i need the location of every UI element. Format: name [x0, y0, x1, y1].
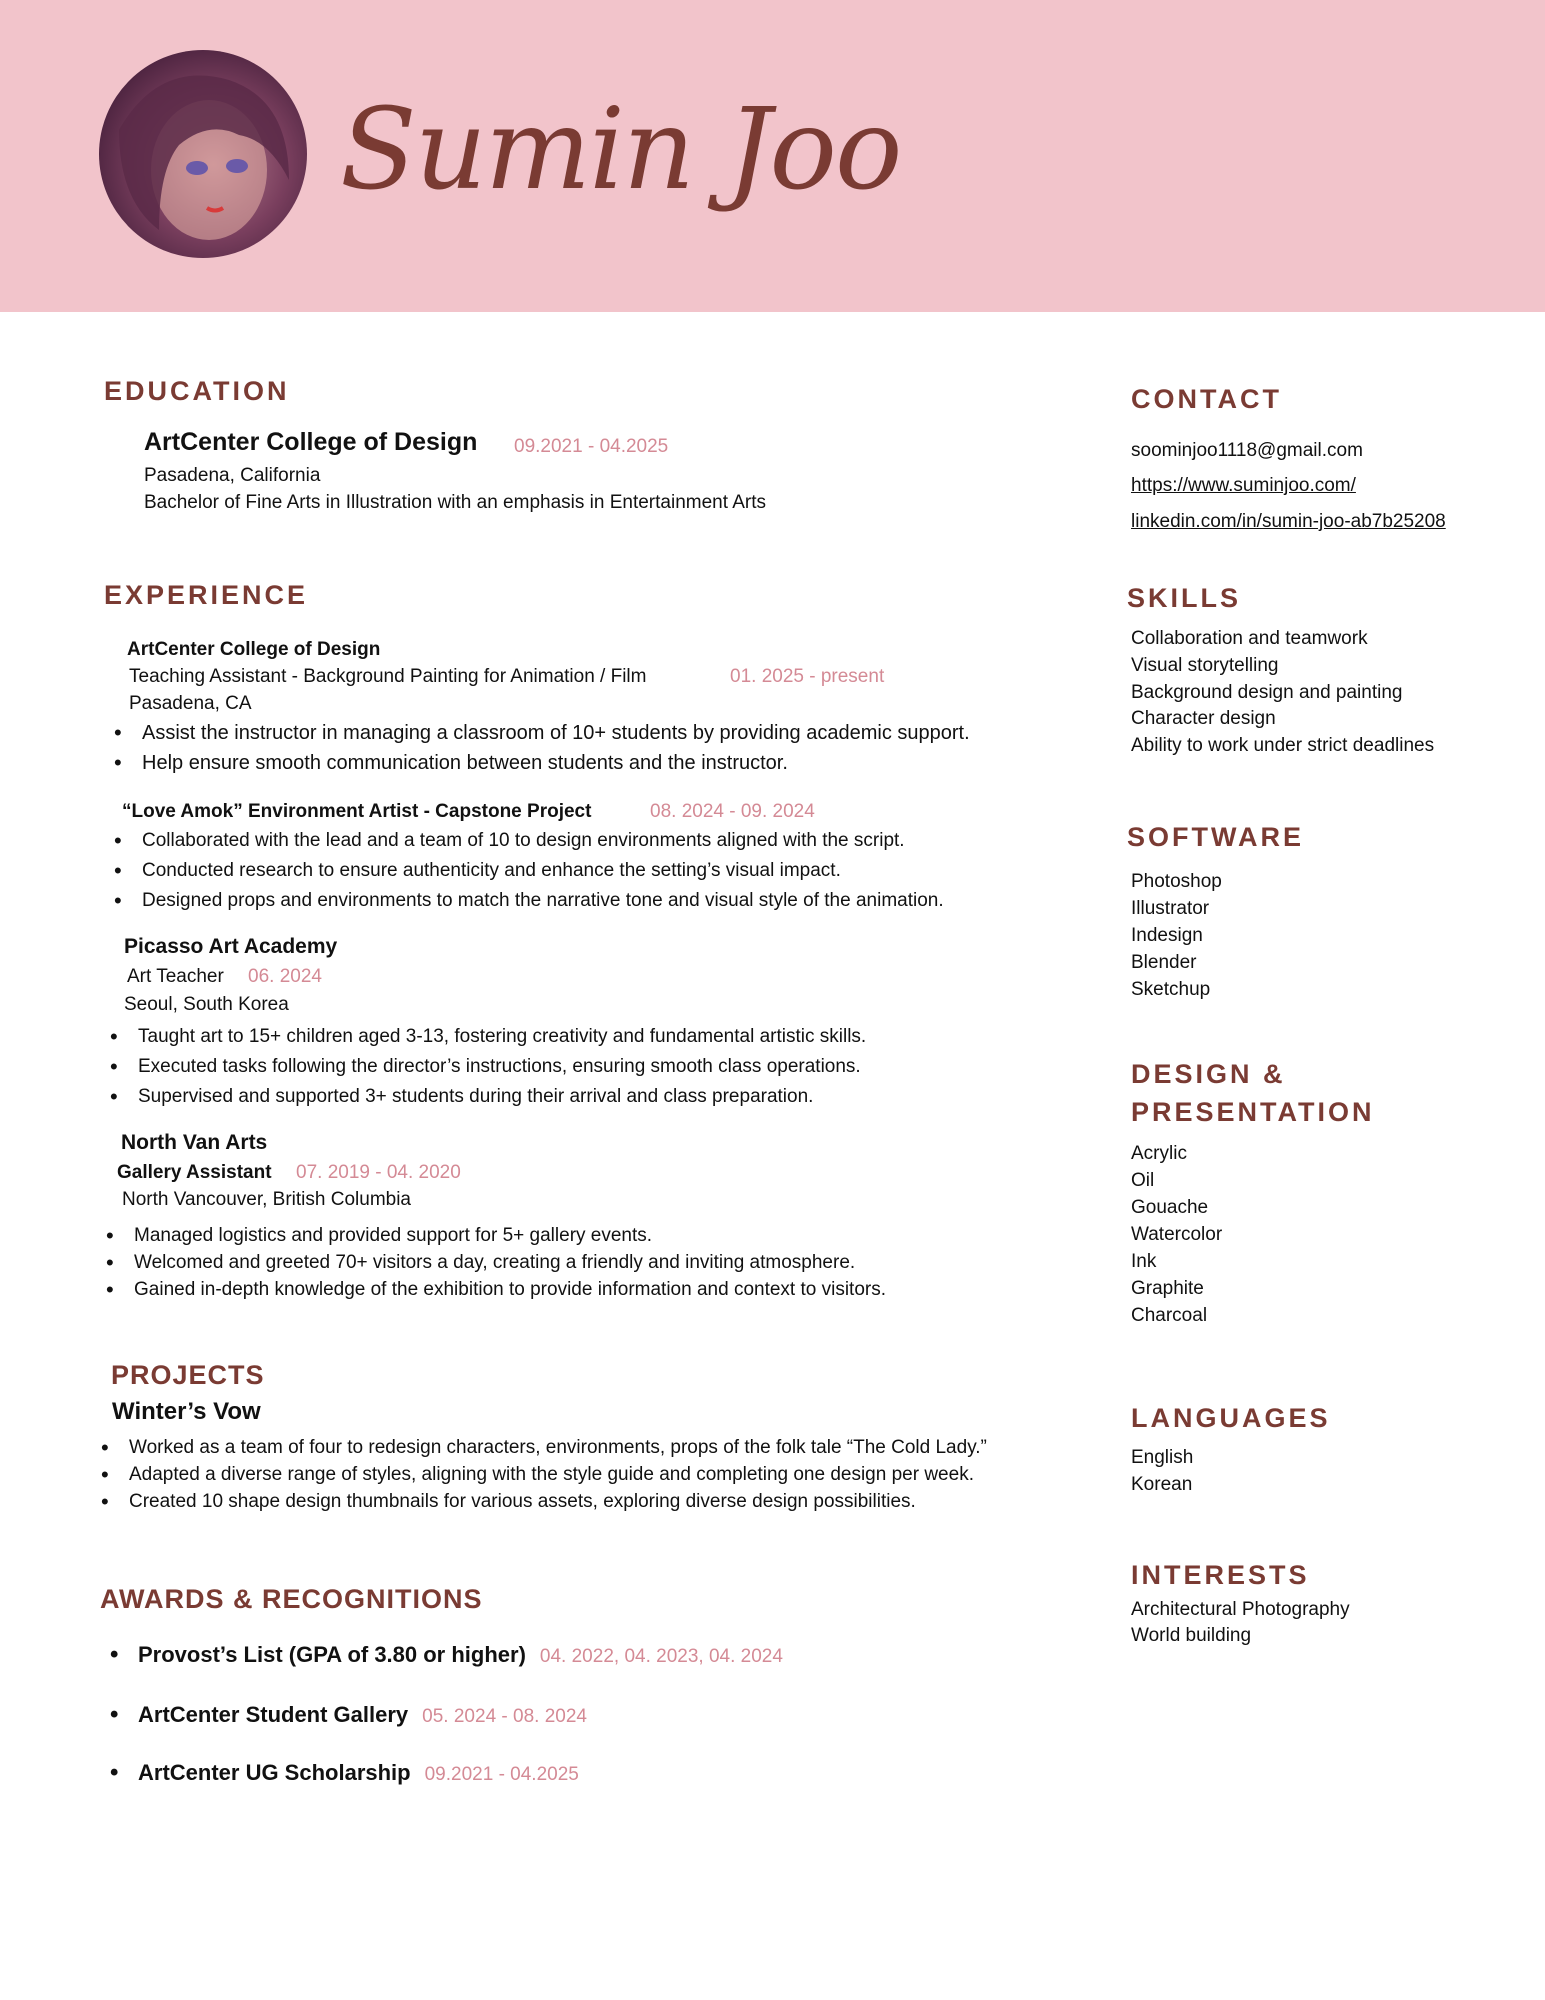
software-item: Sketchup	[1131, 979, 1211, 1000]
interest-item: Architectural Photography	[1131, 1599, 1350, 1620]
award-name: ArtCenter UG Scholarship	[138, 1760, 411, 1785]
job-bullet: • Assist the instructor in managing a classroom of 10+ students by providing academic support.	[114, 722, 970, 745]
job-dates: 01. 2025 - present	[730, 666, 885, 687]
design-item: Gouache	[1131, 1197, 1209, 1218]
award-name: Provost’s List (GPA of 3.80 or higher)	[138, 1642, 526, 1667]
award-name: ArtCenter Student Gallery	[138, 1702, 409, 1727]
job-role: Art Teacher	[127, 966, 224, 987]
design-title-2: PRESENTATION	[1131, 1097, 1375, 1127]
avatar-illustration	[99, 50, 307, 258]
job-dates: 07. 2019 - 04. 2020	[296, 1162, 461, 1183]
job-role: “Love Amok” Environment Artist - Capstone Project	[122, 801, 592, 822]
job-bullet: • Taught art to 15+ children aged 3-13, fostering creativity and fundamental artistic skills.	[110, 1026, 866, 1048]
job-location: North Vancouver, British Columbia	[122, 1189, 411, 1210]
project-bullet: • Worked as a team of four to redesign characters, environments, props of the folk tale “The Cold Lady.”	[101, 1437, 987, 1459]
contact-website-link[interactable]: https://www.suminjoo.com/	[1131, 475, 1356, 496]
job-role: Gallery Assistant	[117, 1162, 272, 1183]
education-dates: 09.2021 - 04.2025	[514, 436, 669, 457]
job-role: Teaching Assistant - Background Painting for Animation / Film	[129, 666, 647, 687]
award-dates: 04. 2022, 04. 2023, 04. 2024	[539, 1646, 783, 1667]
project-bullet: • Adapted a diverse range of styles, aligning with the style guide and completing one design per week.	[101, 1464, 974, 1486]
skills-title: SKILLS	[1127, 583, 1242, 613]
project-bullet: • Created 10 shape design thumbnails for various assets, exploring diverse design possibilities.	[101, 1491, 916, 1513]
header-banner	[0, 0, 1545, 312]
name-signature: Sumin Joo	[340, 85, 901, 215]
interest-item: World building	[1131, 1625, 1252, 1646]
avatar	[99, 50, 307, 258]
project-name: Winter’s Vow	[112, 1398, 261, 1425]
contact-title: CONTACT	[1131, 384, 1282, 414]
design-item: Watercolor	[1131, 1224, 1223, 1245]
design-item: Charcoal	[1131, 1305, 1208, 1326]
language-item: Korean	[1131, 1474, 1193, 1495]
design-item: Ink	[1131, 1251, 1157, 1272]
awards-title: AWARDS & RECOGNITIONS	[100, 1584, 483, 1614]
design-title: DESIGN &	[1131, 1059, 1286, 1089]
award-dates: 05. 2024 - 08. 2024	[422, 1706, 587, 1727]
contact-linkedin-link[interactable]: linkedin.com/in/sumin-joo-ab7b25208	[1131, 511, 1446, 532]
skill-item: Collaboration and teamwork	[1131, 628, 1368, 649]
job-location: Pasadena, CA	[129, 693, 252, 714]
award-item	[110, 1760, 579, 1786]
skill-item: Background design and painting	[1131, 682, 1403, 703]
job-dates: 06. 2024	[248, 966, 322, 987]
job-dates: 08. 2024 - 09. 2024	[650, 801, 815, 822]
languages-title: LANGUAGES	[1131, 1403, 1331, 1433]
job-location: Seoul, South Korea	[124, 994, 289, 1015]
software-title: SOFTWARE	[1127, 822, 1304, 852]
education-school: ArtCenter College of Design	[144, 428, 478, 456]
job-bullet: • Gained in-depth knowledge of the exhibition to provide information and context to visitors.	[106, 1279, 886, 1301]
experience-title: EXPERIENCE	[104, 580, 309, 610]
skill-item: Character design	[1131, 708, 1276, 729]
job-bullet: • Welcomed and greeted 70+ visitors a day, creating a friendly and inviting atmosphere.	[106, 1252, 855, 1274]
education-title: EDUCATION	[104, 376, 290, 406]
software-item: Photoshop	[1131, 871, 1222, 892]
software-item: Blender	[1131, 952, 1197, 973]
job-bullet: • Collaborated with the lead and a team of 10 to design environments aligned with the script.	[114, 830, 905, 852]
job-bullet: • Executed tasks following the director’s instructions, ensuring smooth class operations.	[110, 1056, 861, 1078]
award-dates: 09.2021 - 04.2025	[424, 1764, 579, 1785]
education-location: Pasadena, California	[144, 465, 321, 486]
design-item: Graphite	[1131, 1278, 1204, 1299]
software-item: Illustrator	[1131, 898, 1210, 919]
education-degree: Bachelor of Fine Arts in Illustration with an emphasis in Entertainment Arts	[144, 492, 767, 513]
job-bullet: • Designed props and environments to match the narrative tone and visual style of the animation.	[114, 890, 944, 912]
projects-title: PROJECTS	[111, 1360, 265, 1390]
job-bullet: • Supervised and supported 3+ students during their arrival and class preparation.	[110, 1086, 813, 1108]
job-bullet: • Conducted research to ensure authenticity and enhance the setting’s visual impact.	[114, 860, 841, 882]
skill-item: Visual storytelling	[1131, 655, 1279, 676]
design-item: Acrylic	[1131, 1143, 1187, 1164]
language-item: English	[1131, 1447, 1194, 1468]
award-item	[110, 1642, 783, 1668]
design-item: Oil	[1131, 1170, 1155, 1191]
job-org: Picasso Art Academy	[124, 935, 338, 958]
job-bullet: • Help ensure smooth communication between students and the instructor.	[114, 752, 788, 775]
job-org: North Van Arts	[121, 1131, 268, 1154]
job-bullet: • Managed logistics and provided support for 5+ gallery events.	[106, 1225, 652, 1247]
software-item: Indesign	[1131, 925, 1203, 946]
job-org: ArtCenter College of Design	[127, 639, 381, 660]
skill-item: Ability to work under strict deadlines	[1131, 735, 1435, 756]
contact-email[interactable]: soominjoo1118@gmail.com	[1131, 440, 1363, 461]
interests-title: INTERESTS	[1131, 1560, 1310, 1590]
award-item	[110, 1702, 587, 1728]
